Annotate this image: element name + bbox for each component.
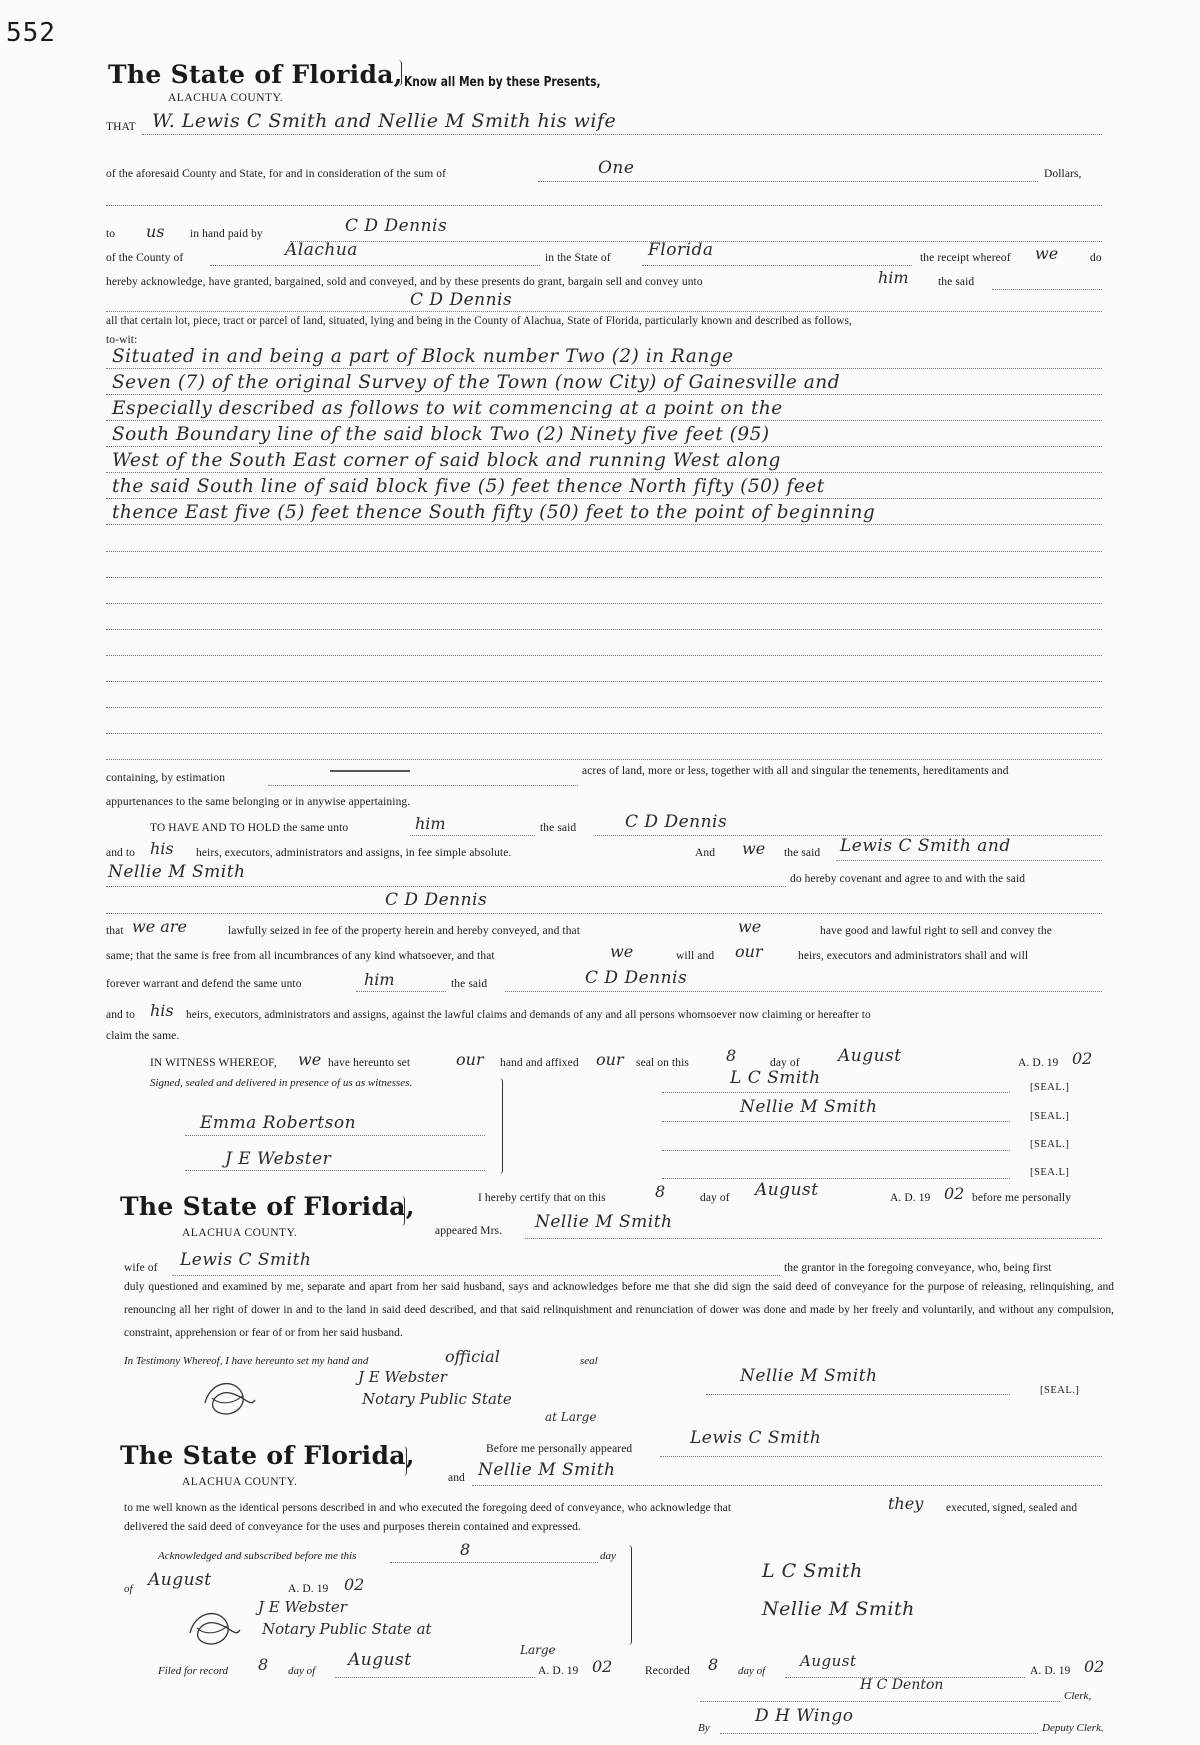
description-line-3: Especially described as follows to wit commencing at a point on the: [112, 398, 783, 419]
witness-1: Emma Robertson: [200, 1113, 357, 1133]
witness-whereof: IN WITNESS WHEREOF,: [150, 1057, 277, 1069]
notary-2-title: Notary Public State at: [262, 1620, 432, 1638]
certify-label: I hereby certify that on this: [478, 1192, 606, 1204]
cert2-year: 02: [344, 1575, 365, 1594]
do-label: do: [1090, 252, 1102, 264]
all-that-text: all that certain lot, piece, tract or parcel of land, situated, lying and being in the County of Alachua, State of Florida, particularly known and described as follows,: [106, 315, 852, 327]
heirs-text-2: heirs, executors and administrators shall and will: [798, 950, 1029, 962]
deputy-label: Deputy Clerk.: [1042, 1722, 1104, 1734]
know-all-men: Know all Men by these Presents,: [404, 75, 601, 90]
cert1-month: August: [755, 1180, 819, 1200]
hands-label: hand and affixed: [500, 1057, 579, 1069]
description-line-2: Seven (7) of the original Survey of the Town (now City) of Gainesville and: [112, 372, 841, 393]
lawful-claims-text: heirs, executors, administrators and assigns, against the lawful claims and demands of any and all persons whomsoever now claiming or hereafter to: [186, 1009, 871, 1021]
county-label-3: ALACHUA COUNTY.: [182, 1476, 298, 1488]
cert2-ad: A. D. 19: [288, 1583, 329, 1595]
they-value: they: [888, 1494, 924, 1513]
witness-2: J E Webster: [225, 1149, 332, 1169]
unto-value: him: [878, 268, 909, 287]
covenant-text: do hereby covenant and agree to and with the said: [790, 873, 1026, 885]
his-value-2: his: [150, 1001, 174, 1020]
seal-on-label: seal on this: [636, 1057, 689, 1069]
seal-word: seal: [580, 1355, 598, 1367]
and-to-label: and to: [106, 847, 136, 859]
dower-paragraph: duly questioned and examined by me, separate and apart from her said husband, says and acknowledges before me that she did sign the said deed of conveyance for the purpose of releasing, relinquishing, and renouncing all her right of dower in and to the land in said deed described, and that said relinquishment and renunciation of dower was done and made by her freely and voluntarily, and without any compulsion, constraint, apprehension or fear of or from her said husband.: [124, 1281, 1114, 1339]
dower-signature: Nellie M Smith: [740, 1366, 878, 1386]
seal-1: [SEAL.]: [1030, 1082, 1070, 1093]
notary-1: J E Webster: [358, 1368, 447, 1386]
signature-2: Nellie M Smith: [740, 1097, 878, 1117]
free-value-1: we: [610, 942, 634, 961]
the-said-label-4: the said: [451, 978, 488, 990]
day-of-label: day of: [770, 1057, 800, 1069]
consideration-sum: One: [598, 158, 635, 178]
grantor-text: the grantor in the foregoing conveyance, who, being first: [784, 1262, 1052, 1274]
recorded-day: 8: [708, 1655, 719, 1674]
dollars-label: Dollars,: [1044, 168, 1082, 180]
claim-text: claim the same.: [106, 1030, 180, 1042]
header-brace: [395, 60, 402, 86]
to-label: to: [106, 228, 116, 240]
state-title-2: The State of Florida,: [120, 1192, 415, 1221]
cert2-name-2: Nellie M Smith: [478, 1460, 616, 1480]
state-title: The State of Florida,: [108, 60, 403, 89]
description-line-6: the said South line of said block five (5) feet thence North fifty (50) feet: [112, 476, 825, 497]
cert1-ad: A. D. 19: [890, 1192, 931, 1204]
acres-text: acres of land, more or less, together with all and singular the tenements, hereditaments and: [582, 765, 1009, 777]
mrs-name: Nellie M Smith: [535, 1212, 673, 1232]
notary-2: J E Webster: [258, 1598, 347, 1616]
notary-1-at-large: at Large: [545, 1410, 597, 1424]
the-said-label: the said: [938, 276, 975, 288]
seal-3: [SEAL.]: [1030, 1139, 1070, 1150]
witness-our-2: our: [596, 1050, 624, 1069]
forever-text: forever warrant and defend the same unto: [106, 978, 302, 990]
payer-name: C D Dennis: [345, 216, 448, 236]
cert1-day: 8: [655, 1182, 666, 1201]
to-wit-label: to-wit:: [106, 334, 138, 346]
description-line-1: Situated in and being a part of Block number Two (2) in Range: [112, 346, 734, 367]
witness-year: 02: [1072, 1049, 1093, 1068]
executed-text: executed, signed, sealed and: [946, 1502, 1078, 1514]
state-title-3: The State of Florida,: [120, 1441, 415, 1470]
notary-seal-flourish-1: [200, 1378, 260, 1420]
description-line-7: thence East five (5) feet thence South fifty (50) feet to the point of beginning: [112, 502, 876, 523]
that-value: we are: [132, 917, 187, 936]
known-text: to me well known as the identical persons described in and who executed the foregoing deed of conveyance, who acknowledge that: [124, 1502, 732, 1514]
husband-name: Lewis C Smith: [180, 1250, 312, 1270]
containing-label: containing, by estimation: [106, 772, 226, 784]
witness-month: August: [838, 1046, 902, 1066]
appurtenances-text: appurtenances to the same belonging or in anywise appertaining.: [106, 796, 411, 808]
the-said-label-3: the said: [784, 847, 821, 859]
county-value: Alachua: [285, 240, 358, 260]
cert1-before: before me personally: [972, 1192, 1072, 1204]
official-value: official: [445, 1347, 500, 1366]
county-label: ALACHUA COUNTY.: [168, 92, 284, 104]
his-value: his: [150, 839, 174, 858]
receipt-value: we: [1035, 244, 1059, 263]
to-value: us: [146, 222, 165, 241]
seal-2: [SEAL.]: [1030, 1111, 1070, 1122]
acknowledge-text: hereby acknowledge, have granted, bargained, sold and conveyed, and by these presents do grant, bargain sell and convey unto: [106, 276, 703, 288]
notary-1-title: Notary Public State: [362, 1390, 512, 1408]
witness-day: 8: [726, 1046, 737, 1065]
appeared-mrs: appeared Mrs.: [435, 1225, 503, 1237]
will-and-label: will and: [676, 950, 715, 962]
grantors-name: W. Lewis C Smith and Nellie M Smith his wife: [152, 110, 617, 132]
heirs-text: heirs, executors, administrators and assigns, in fee simple absolute.: [196, 847, 512, 859]
seized-value: we: [738, 917, 762, 936]
cert2-and: and: [448, 1472, 465, 1484]
receipt-label: the receipt whereof: [920, 252, 1011, 264]
description-line-5: West of the South East corner of said block and running West along: [112, 450, 781, 471]
filed-month: August: [348, 1650, 412, 1670]
filed-day-of: day of: [288, 1665, 316, 1677]
filed-day: 8: [258, 1655, 269, 1674]
recorded-month: August: [800, 1652, 857, 1670]
ad-label: A. D. 19: [1018, 1057, 1059, 1069]
and-to-label-2: and to: [106, 1009, 136, 1021]
grantor-name-2: Nellie M Smith: [108, 862, 246, 882]
signed-sealed-text: Signed, sealed and delivered in presence of us as witnesses.: [150, 1077, 413, 1089]
notary-seal-flourish-2: [185, 1608, 245, 1650]
to-have-value: him: [415, 814, 446, 833]
free-value-2: our: [735, 942, 763, 961]
grantee-name: C D Dennis: [410, 290, 513, 310]
to-have-label: TO HAVE AND TO HOLD the same unto: [150, 822, 349, 834]
cert2-month: August: [148, 1570, 212, 1590]
cert1-day-of: day of: [700, 1192, 730, 1204]
recorded-label: Recorded: [645, 1665, 690, 1677]
witness-we: we: [298, 1050, 322, 1069]
recorded-year: 02: [1084, 1657, 1105, 1676]
county-label-2: ALACHUA COUNTY.: [182, 1227, 298, 1239]
state-of-label: in the State of: [545, 252, 611, 264]
county-of-label: of the County of: [106, 252, 184, 264]
grantee-name-4: C D Dennis: [585, 968, 688, 988]
cert2-signature-1: L C Smith: [762, 1560, 863, 1582]
clerk-name: H C Denton: [860, 1677, 944, 1693]
deputy-name: D H Wingo: [755, 1706, 854, 1726]
and-label: And: [695, 847, 716, 859]
filed-year: 02: [592, 1657, 613, 1676]
notary-2-at-large: Large: [520, 1643, 556, 1657]
witness-our-1: our: [456, 1050, 484, 1069]
cert1-year: 02: [944, 1184, 965, 1203]
before-me-label: Before me personally appeared: [486, 1443, 633, 1455]
signature-1: L C Smith: [730, 1068, 821, 1088]
grantee-name-3: C D Dennis: [385, 890, 488, 910]
in-hand-label: in hand paid by: [190, 228, 263, 240]
cert2-day-label: day: [600, 1550, 616, 1562]
ack-sub-text: Acknowledged and subscribed before me this: [158, 1550, 357, 1562]
cert2-of: of: [124, 1583, 133, 1595]
page-number: 552: [6, 18, 56, 48]
grantee-name-2: C D Dennis: [625, 812, 728, 832]
consideration-text: of the aforesaid County and State, for and in consideration of the sum of: [106, 168, 447, 180]
grantor-name-1: Lewis C Smith and: [840, 836, 1011, 856]
recorded-ad: A. D. 19: [1030, 1665, 1071, 1677]
have-set-label: have hereunto set: [328, 1057, 411, 1069]
good-right-text: have good and lawful right to sell and convey the: [820, 925, 1052, 937]
filed-label: Filed for record: [158, 1665, 229, 1677]
recorded-day-of: day of: [738, 1665, 766, 1677]
the-said-label-2: the said: [540, 822, 577, 834]
cert2-name-1: Lewis C Smith: [690, 1428, 822, 1448]
seized-text: lawfully seized in fee of the property herein and hereby conveyed, and that: [228, 925, 581, 937]
clerk-label: Clerk,: [1064, 1690, 1092, 1702]
by-label: By: [698, 1722, 710, 1734]
testimony-text: In Testimony Whereof, I have hereunto set my hand and: [124, 1355, 369, 1367]
cert2-day: 8: [460, 1540, 471, 1559]
forever-value: him: [364, 970, 395, 989]
seal-4: [SEA.L]: [1030, 1167, 1070, 1178]
free-text: same; that the same is free from all incumbrances of any kind whatsoever, and that: [106, 950, 495, 962]
seal-5: [SEAL.]: [1040, 1385, 1080, 1396]
that-label-2: that: [106, 925, 124, 937]
cert2-signature-2: Nellie M Smith: [762, 1598, 915, 1620]
description-line-4: South Boundary line of the said block Two (2) Ninety five feet (95): [112, 424, 770, 445]
wife-of-label: wife of: [124, 1262, 158, 1274]
we-value: we: [742, 839, 766, 858]
filed-ad: A. D. 19: [538, 1665, 579, 1677]
state-value: Florida: [648, 240, 714, 260]
that-label: THAT: [106, 121, 136, 133]
delivered-text: delivered the said deed of conveyance for the uses and purposes therein contained and expressed.: [124, 1521, 581, 1533]
